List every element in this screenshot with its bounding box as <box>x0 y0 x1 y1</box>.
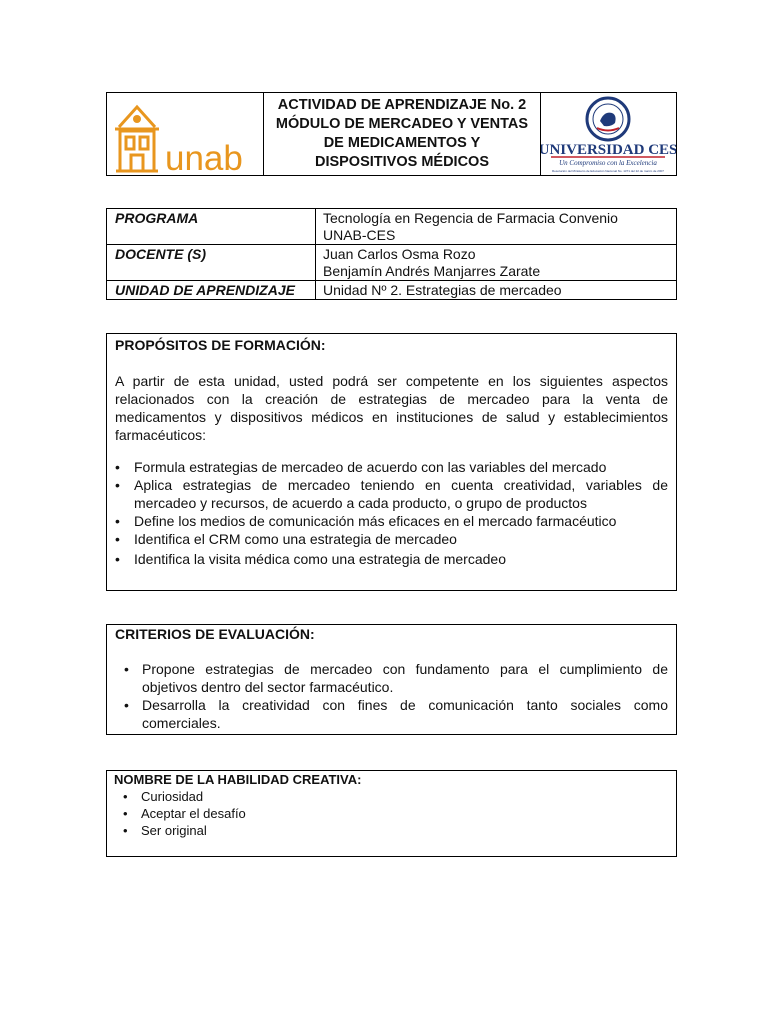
svg-text:unab: unab <box>165 139 243 177</box>
propositos-intro: A partir de esta unidad, usted podrá ser competente en los siguientes aspectos relacionados con la creación de estrategias de mercadeo para la venta de medicamentos y dispositivos médicos en instituciones de salud y establecimientos farmacéuticos: <box>115 373 668 443</box>
list-item: • Identifica la visita médica como una estrategia de mercadeo <box>115 550 668 568</box>
habilidad-list <box>114 788 669 839</box>
list-item: • Propone estrategias de mercadeo con fundamento para el cumplimiento de objetivos dentro del sector farmacéutico. <box>115 660 668 696</box>
programa-value-line1: Tecnología en Regencia de Farmacia Convenio <box>323 210 618 226</box>
docente-row <box>107 245 676 281</box>
propositos-list <box>115 458 668 568</box>
unab-logo <box>107 93 264 175</box>
docente-value-line1: Juan Carlos Osma Rozo <box>323 246 476 262</box>
programa-row <box>107 209 676 245</box>
criterios-list <box>115 660 668 732</box>
activity-title: ACTIVIDAD DE APRENDIZAJE No. 2 MÓDULO DE MERCADEO Y VENTAS DE MEDICAMENTOS Y DISPOSITIVOS MÉDICOS <box>275 97 529 170</box>
list-item: • Aceptar el desafío <box>114 805 669 822</box>
list-item: • Desarrolla la creatividad con fines de comunicación tanto sociales como comerciales. <box>115 696 668 732</box>
list-item: • Aplica estrategias de mercadeo teniendo en cuenta creatividad, variables de mercadeo y recursos, de acuerdo a cada producto, o grupo de productos <box>115 476 668 512</box>
header-table <box>106 92 677 176</box>
svg-text:UNIVERSIDAD CES: UNIVERSIDAD CES <box>541 142 676 158</box>
ces-seal-icon <box>541 93 676 177</box>
info-table <box>106 208 677 300</box>
ces-logo <box>541 93 676 175</box>
unidad-row <box>107 281 676 299</box>
criterios-title: CRITERIOS DE EVALUACIÓN: <box>115 626 315 642</box>
programa-value-line2: UNAB-CES <box>323 227 396 243</box>
docente-value-line2: Benjamín Andrés Manjarres Zarate <box>323 263 541 279</box>
programa-value <box>316 209 676 244</box>
list-item: • Ser original <box>114 822 669 839</box>
unidad-label: UNIDAD DE APRENDIZAJE <box>107 281 316 299</box>
unab-building-icon <box>107 93 263 177</box>
unidad-value: Unidad Nº 2. Estrategias de mercadeo <box>323 282 562 298</box>
list-item: • Formula estrategias de mercadeo de acuerdo con las variables del mercado <box>115 458 668 476</box>
habilidad-title: NOMBRE DE LA HABILIDAD CREATIVA: <box>114 772 362 787</box>
habilidad-section <box>106 770 677 857</box>
propositos-title: PROPÓSITOS DE FORMACIÓN: <box>115 337 326 353</box>
list-item: • Define los medios de comunicación más eficaces en el mercado farmacéutico <box>115 512 668 530</box>
docente-label: DOCENTE (S) <box>107 245 316 280</box>
criterios-section <box>106 624 677 735</box>
header-title <box>264 93 541 175</box>
docente-value <box>316 245 676 280</box>
programa-label: PROGRAMA <box>107 209 316 244</box>
list-item: • Curiosidad <box>114 788 669 805</box>
list-item: • Identifica el CRM como una estrategia de mercadeo <box>115 530 668 548</box>
svg-text:Resolución del Ministerio de E: Resolución del Ministerio de Educación Nacional No. 1371 del 22 de marzo de 2007 <box>552 169 664 173</box>
svg-text:Un Compromiso con la Excelenci: Un Compromiso con la Excelencia <box>559 159 657 167</box>
propositos-section <box>106 333 677 591</box>
